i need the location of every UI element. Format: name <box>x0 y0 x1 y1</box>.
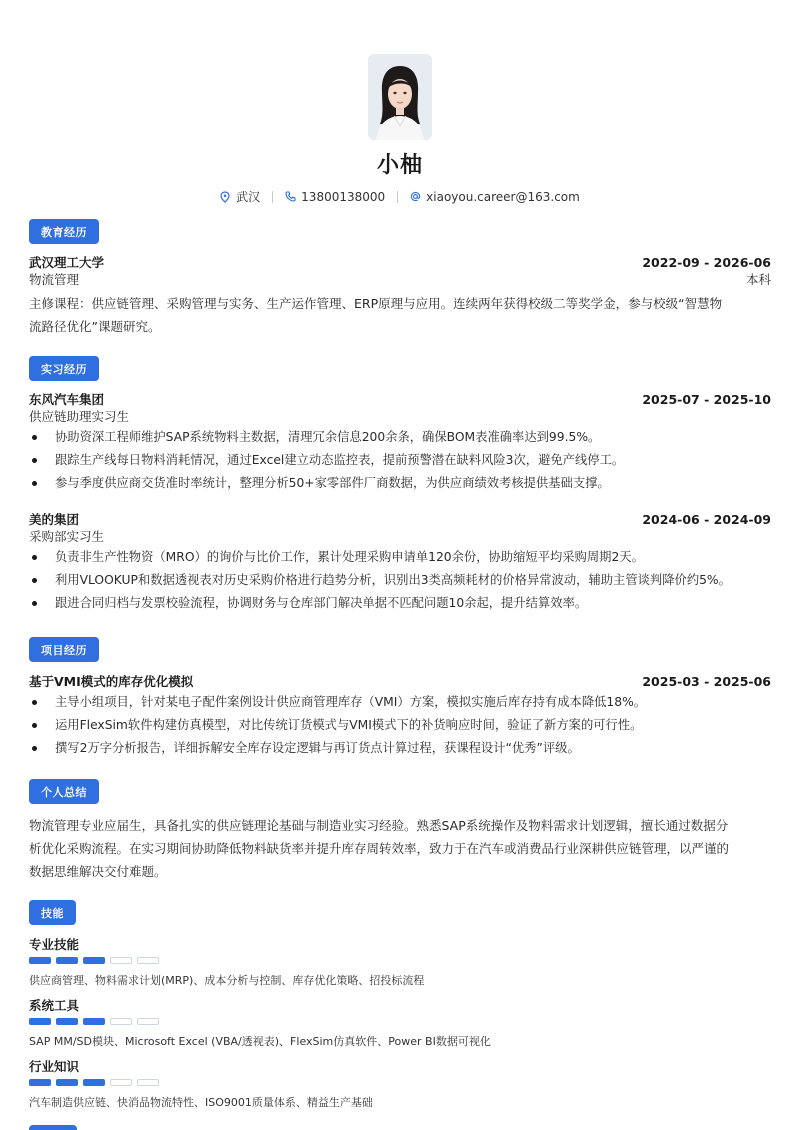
phone-icon <box>285 191 297 203</box>
major: 物流管理 <box>29 272 80 287</box>
summary-line: 数据思维解决交付难题。 <box>29 864 167 879</box>
degree: 本科 <box>745 272 771 287</box>
skill-level-filled-segment <box>83 957 105 964</box>
skill-category-title: 专业技能 <box>29 937 80 952</box>
project-bullets <box>29 691 771 760</box>
education-description <box>29 292 771 338</box>
skill-level-empty-segment <box>137 1079 159 1086</box>
internship-row <box>29 390 771 408</box>
next-section-tag <box>29 1125 77 1130</box>
list-item: 利用VLOOKUP和数据透视表对历史采购价格进行趋势分析，识别出3类高频耗材的价格异常波动，辅助主管谈判降价约5%。 <box>29 569 771 592</box>
project-period: 2025-03 - 2025-06 <box>642 673 771 689</box>
skill-description: 供应商管理、物料需求计划(MRP)、成本分析与控制、库存优化策略、招投标流程 <box>29 974 425 987</box>
skill-level-filled-segment <box>29 1018 51 1025</box>
email-item[interactable] <box>410 190 580 204</box>
internship-bullets <box>29 546 771 615</box>
project-name: 基于VMI模式的库存优化模拟 <box>29 674 194 689</box>
contact-divider <box>397 191 398 203</box>
education-subrow <box>29 270 771 288</box>
list-item: 负责非生产性物资（MRO）的询价与比价工作，累计处理采购申请单120余份，协助缩短平均采购周期2天。 <box>29 546 771 569</box>
skill-description: SAP MM/SD模块、Microsoft Excel (VBA/透视表)、FlexSim仿真软件、Power BI数据可视化 <box>29 1035 491 1048</box>
portrait-image <box>368 54 432 140</box>
education-period: 2022-09 - 2026-06 <box>642 254 771 270</box>
company-name: 美的集团 <box>29 512 80 527</box>
school-name: 武汉理工大学 <box>29 255 105 270</box>
list-item: 运用FlexSim软件构建仿真模型，对比传统订货模式与VMI模式下的补货响应时间，验证了新方案的可行性。 <box>29 714 771 737</box>
skill-level-empty-segment <box>137 1018 159 1025</box>
job-role: 采购部实习生 <box>29 529 105 544</box>
internship-bullets <box>29 426 771 495</box>
education-row <box>29 253 771 271</box>
list-item: 主导小组项目，针对某电子配件案例设计供应商管理库存（VMI）方案，模拟实施后库存持有成本降低18%。 <box>29 691 771 714</box>
education-description-line: 流路径优化”课题研究。 <box>29 319 161 334</box>
internship-period: 2025-07 - 2025-10 <box>642 391 771 407</box>
skill-level-empty-segment <box>110 1018 132 1025</box>
location-pin-icon <box>220 191 232 203</box>
education-description-line: 主修课程：供应链管理、采购管理与实务、生产运作管理、ERP原理与应用。连续两年获得校级二等奖学金，参与校级“智慧物 <box>29 296 723 311</box>
skill-level-empty-segment <box>137 957 159 964</box>
section-heading-skills: 技能 <box>29 900 76 925</box>
internship-role-row <box>29 407 771 425</box>
contact-divider <box>272 191 273 203</box>
company-name: 东风汽车集团 <box>29 392 105 407</box>
skill-level-empty-segment <box>110 957 132 964</box>
list-item: 跟踪生产线每日物料消耗情况，通过Excel建立动态监控表，提前预警潜在缺料风险3次，避免产线停工。 <box>29 449 771 472</box>
internship-period: 2024-06 - 2024-09 <box>642 511 771 527</box>
section-heading-summary: 个人总结 <box>29 779 99 804</box>
section-heading-project: 项目经历 <box>29 637 99 662</box>
section-heading-internship: 实习经历 <box>29 356 99 381</box>
email-text[interactable]: xiaoyou.career@163.com <box>426 189 580 204</box>
list-item: 跟进合同归档与发票校验流程，协调财务与仓库部门解决单据不匹配问题10余起，提升结算效率。 <box>29 592 771 615</box>
list-item: 协助资深工程师维护SAP系统物料主数据，清理冗余信息200余条，确保BOM表准确率达到99.5%。 <box>29 426 771 449</box>
project-row <box>29 672 771 690</box>
skill-level-filled-segment <box>83 1018 105 1025</box>
skill-level-filled-segment <box>56 1018 78 1025</box>
job-role: 供应链助理实习生 <box>29 409 130 424</box>
skill-level-filled-segment <box>56 1079 78 1086</box>
skill-level-filled-segment <box>83 1079 105 1086</box>
skill-level-filled-segment <box>29 957 51 964</box>
skill-level-empty-segment <box>110 1079 132 1086</box>
internship-row <box>29 510 771 528</box>
resume-header <box>0 54 800 205</box>
section-heading-education: 教育经历 <box>29 219 99 244</box>
at-sign-icon <box>410 191 422 203</box>
skill-description: 汽车制造供应链、快消品物流特性、ISO9001质量体系、精益生产基础 <box>29 1096 373 1109</box>
contact-info <box>0 188 800 205</box>
skill-level-bar <box>29 957 159 964</box>
skill-category-title: 行业知识 <box>29 1059 80 1074</box>
candidate-name: 小柚 <box>376 153 423 178</box>
location-text: 武汉 <box>236 190 261 204</box>
internship-role-row <box>29 527 771 545</box>
summary-line: 析优化采购流程。在实习期间协助降低物料缺货率并提升库存周转效率，致力于在汽车或消费品行业深耕供应链管理，以严谨的 <box>29 841 730 856</box>
list-item: 参与季度供应商交货准时率统计，整理分析50+家零部件厂商数据，为供应商绩效考核提供基础支撑。 <box>29 472 771 495</box>
phone-item <box>285 190 385 204</box>
profile-photo <box>368 54 432 140</box>
summary-line: 物流管理专业应届生，具备扎实的供应链理论基础与制造业实习经验。熟悉SAP系统操作及物料需求计划逻辑，擅长通过数据分 <box>29 818 729 833</box>
skill-level-bar <box>29 1018 159 1025</box>
list-item: 撰写2万字分析报告，详细拆解安全库存设定逻辑与再订货点计算过程，获课程设计“优秀”评级。 <box>29 737 771 760</box>
location-item <box>220 188 260 205</box>
skill-level-bar <box>29 1079 159 1086</box>
skill-level-filled-segment <box>29 1079 51 1086</box>
skill-level-filled-segment <box>56 957 78 964</box>
phone-text: 13800138000 <box>301 189 386 204</box>
skill-category-title: 系统工具 <box>29 998 80 1013</box>
summary-text <box>29 814 771 883</box>
